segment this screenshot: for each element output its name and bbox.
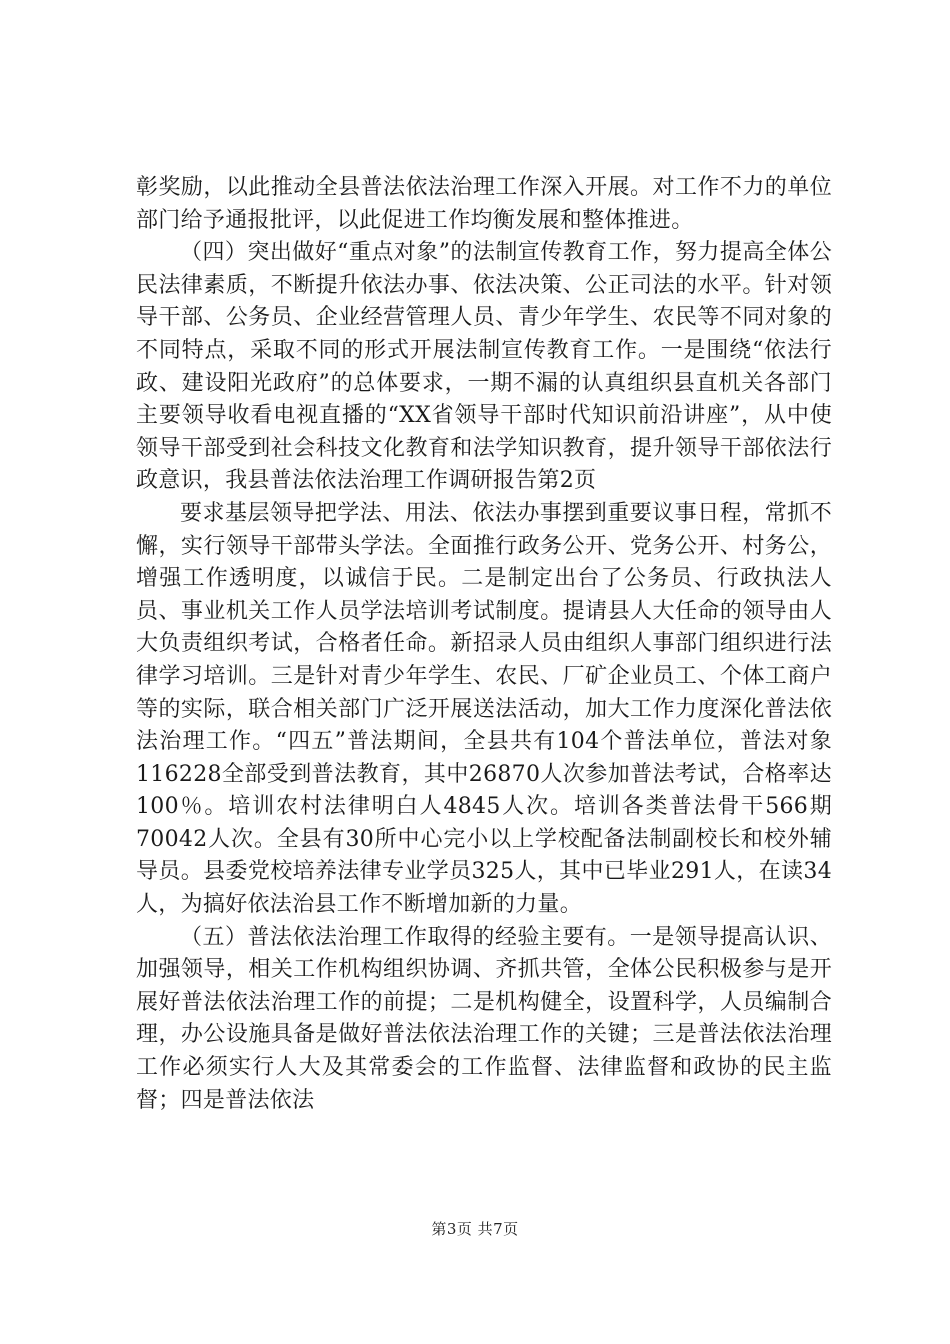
page-number-label: 第3页 共7页 (431, 1220, 519, 1238)
paragraph-requirements: 要求基层领导把学法、用法、依法办事摆到重要议事日程，常抓不懈，实行领导干部带头学法。全面推行政务公开、党务公开、村务公，增强工作透明度，以诚信于民。二是制定出台了公务员、行政执法人员、事业机关工作人员学法培训考试制度。提请县人大任命的领导由人大负责组织考试，合格者任命。新招录人员由组织人事部门组织进行法律学习培训。三是针对青少年学生、农民、厂矿企业员工、个体工商户等的实际，联合相关部门广泛开展送法活动，加大工作力度深化普法依法治理工作。“四五”普法期间，全县共有104个普法单位，普法对象116228全部受到普法教育，其中26870人次参加普法考试，合格率达100％。培训农村法律明白人4845人次。培训各类普法骨干566期70042人次。全县有30所中心完小以上学校配备法制副校长和校外辅导员。县委党校培养法律专业学员325人，其中已毕业291人，在读34人，为搞好依法治县工作不断增加新的力量。 (136, 500, 832, 918)
paragraph-continuation: 彰奖励，以此推动全县普法依法治理工作深入开展。对工作不力的单位部门给予通报批评，以此促进工作均衡发展和整体推进。 (136, 175, 832, 233)
document-body (136, 172, 832, 1117)
paragraph-section-five: （五）普法依法治理工作取得的经验主要有。一是领导提高认识、加强领导，相关工作机构组织协调、齐抓共管，全体公民积极参与是开展好普法依法治理工作的前提；二是机构健全，设置科学，人员编制合理，办公设施具备是做好普法依法治理工作的关键；三是普法依法治理工作必须实行人大及其常委会的工作监督、法律监督和政协的民主监督；四是普法依法 (136, 924, 832, 1113)
page-footer (0, 1218, 950, 1239)
paragraph-section-four: （四）突出做好“重点对象”的法制宣传教育工作，努力提高全体公民法律素质，不断提升依法办事、依法决策、公正司法的水平。针对领导干部、公务员、企业经营管理人员、青少年学生、农民等不同对象的不同特点，采取不同的形式开展法制宣传教育工作。一是围绕“依法行政、建设阳光政府”的总体要求，一期不漏的认真组织县直机关各部门主要领导收看电视直播的“XX省领导干部时代知识前沿讲座”，从中使领导干部受到社会科技文化教育和法学知识教育，提升领导干部依法行政意识，我县普法依法治理工作调研报告第2页 (136, 240, 832, 494)
